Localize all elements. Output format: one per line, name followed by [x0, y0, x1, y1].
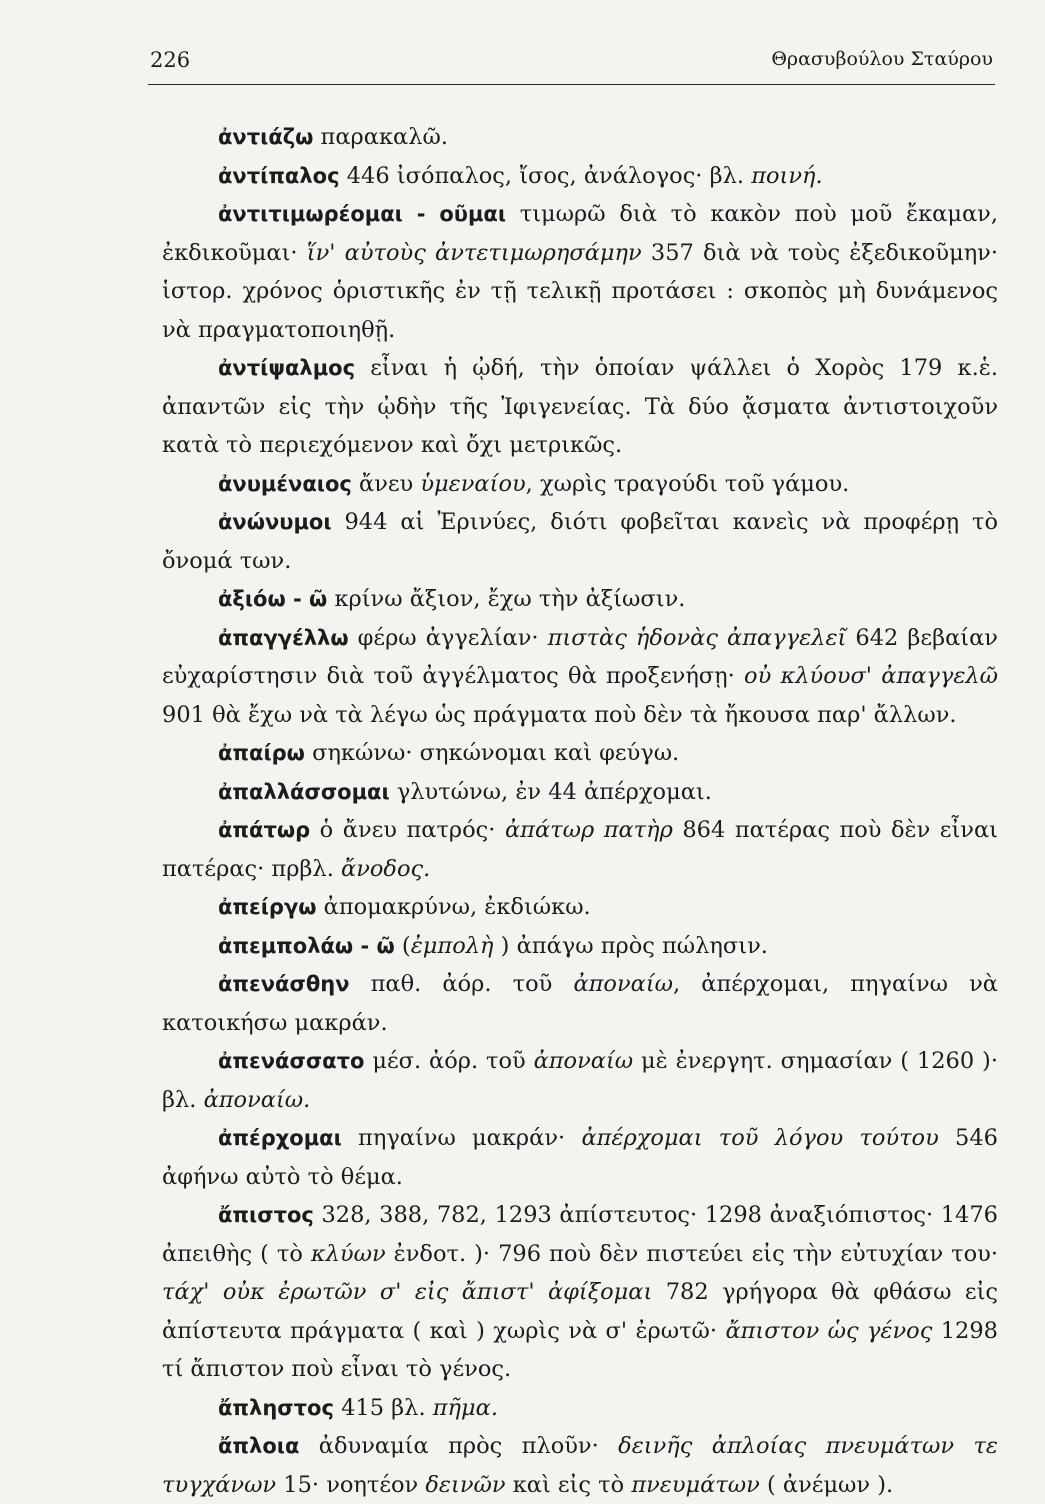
entry-definition: σηκώνω· σηκώνομαι καὶ φεύγω.: [304, 740, 680, 766]
entry-definition: ( ἀνέμων ).: [759, 1471, 894, 1498]
entry-definition: ἀδυναμία πρὸς πλοῦν·: [299, 1433, 619, 1459]
entry-definition: 944 αἱ Ἐρινύες, διότι φοβεῖται κανεὶς νὰ προφέρῃ τὸ ὄνομά των.: [162, 509, 998, 574]
entry-definition: 782 γρήγορα θὰ φθάσω εἰς ἀπίστευτα πράγματα ( καὶ ) χωρὶς νὰ σ' ἐρωτῶ·: [162, 1279, 998, 1344]
entry-citation: ἐμπολὴ: [410, 932, 494, 959]
entry-citation: ἄνοδος.: [341, 855, 431, 882]
entry-definition: καὶ εἰς τὸ: [505, 1471, 632, 1498]
entry-definition: 546 ἀφήνω αὐτὸ τὸ θέμα.: [162, 1125, 998, 1190]
running-head: Θρασυβούλου Σταύρου: [771, 48, 993, 70]
entry-citation: πῆμα.: [432, 1394, 498, 1421]
glossary-entry: [162, 619, 998, 735]
glossary-entry: [162, 1196, 998, 1389]
entry-definition: 642 βεβαίαν εὐχαρίστησιν διὰ τοῦ ἀγγέλματος θὰ προξενήσῃ·: [162, 624, 998, 689]
entry-definition: ) ἀπάγω πρὸς πώλησιν.: [493, 932, 768, 959]
entry-headword: ἀπεμπολάω - ῶ: [218, 933, 395, 958]
glossary-entry: [162, 734, 998, 773]
entry-definition: , χωρὶς τραγούδι τοῦ γάμου.: [525, 470, 850, 497]
entry-headword: ἄπλοια: [218, 1434, 300, 1458]
entry-definition: (: [394, 932, 411, 959]
entry-citation: ἀποναίω: [573, 971, 674, 997]
entry-definition: 864 πατέρας ποὺ δὲν εἶναι πατέρας· πρβλ.: [162, 817, 998, 882]
entry-definition: 415 βλ.: [333, 1394, 433, 1421]
entry-citation: δεινῶν: [425, 1471, 506, 1498]
entry-definition: ἄνευ: [351, 470, 421, 497]
entry-definition: 357 διὰ νὰ τοὺς ἐξεδικοῦμην· ἱστορ. χρόνος ὁριστικῆς ἐν τῇ τελικῇ προτάσει : σκοπὸς μὴ δυνάμενος νὰ πραγματοποιηθῇ.: [162, 239, 999, 343]
entry-citation: ἀπέρχομαι τοῦ λόγου τούτου: [581, 1125, 939, 1151]
entry-citation: ἀποναίω: [533, 1048, 634, 1074]
entry-definition: γλυτώνω, ἐν 44 ἀπέρχομαι.: [389, 778, 712, 805]
entry-headword: ἀπείργω: [218, 895, 317, 919]
entry-definition: παρακαλῶ.: [313, 124, 448, 150]
entry-definition: 1298 τί ἄπιστον ποὺ εἶναι τὸ γένος.: [162, 1317, 998, 1382]
entry-headword: ἀπέρχομαι: [218, 1126, 342, 1150]
entry-definition: 328, 388, 782, 1293 ἀπίστευτος· 1298 ἀναξιόπιστος· 1476 ἀπειθὴς ( τὸ: [162, 1202, 998, 1267]
entry-definition: μὲ ἐνεργητ. σημασίαν ( 1260 )· βλ.: [162, 1048, 998, 1113]
glossary-entry: [162, 773, 998, 812]
entry-citation: πιστὰς ἡδονὰς ἀπαγγελεῖ: [547, 624, 847, 651]
glossary-entry: [162, 888, 998, 927]
entry-citation: ἵν' αὐτοὺς ἀντετιμωρησάμην: [306, 239, 642, 266]
entry-citation: ἀποναίω.: [203, 1086, 311, 1113]
entry-citation: δεινῆς ἀπλοίας πνευμάτων τε τυγχάνων: [162, 1433, 999, 1498]
glossary-entry: [162, 195, 998, 349]
page-header: [148, 40, 995, 85]
entry-headword: ἀξιόω - ῶ: [218, 587, 328, 611]
entry-citation: ὑμεναίου: [420, 470, 526, 497]
entry-citation: τάχ' οὐκ ἐρωτῶν σ' εἰς ἄπιστ' ἀφίξομαι: [162, 1279, 653, 1305]
entry-citation: ποινή.: [751, 162, 823, 189]
entry-headword: ἀνώνυμοι: [218, 510, 332, 534]
glossary-entry: [162, 1042, 998, 1119]
entry-definition: τιμωρῶ διὰ τὸ κακὸν ποὺ μοῦ ἔκαμαν, ἐκδικοῦμαι·: [162, 201, 998, 266]
entry-definition: φέρω ἀγγελίαν·: [348, 624, 548, 651]
glossary-entry: [162, 465, 998, 504]
entry-headword: ἀντίψαλμος: [218, 356, 356, 380]
glossary-entry: [162, 118, 998, 157]
glossary-entry: [162, 157, 998, 196]
glossary-entry: [162, 1119, 998, 1196]
glossary-entry: [162, 1427, 998, 1504]
entry-citation: οὐ κλύουσ' ἀπαγγελῶ: [744, 663, 998, 689]
entry-definition: 446 ἰσόπαλος, ἴσος, ἀνάλογος· βλ.: [339, 162, 752, 189]
entry-headword: ἄπιστος: [218, 1203, 314, 1227]
entry-definition: ὁ ἄνευ πατρός·: [310, 817, 505, 843]
entry-definition: παθ. ἀόρ. τοῦ: [349, 971, 574, 997]
entry-headword: ἀντιτιμωρέομαι - οῦμαι: [218, 202, 507, 226]
entry-citation: ἄπιστον ὡς γένος: [725, 1317, 933, 1344]
entry-headword: ἀπαίρω: [218, 741, 305, 765]
entry-citation: ἀπάτωρ πατὴρ: [504, 817, 673, 843]
entry-definition: , ἀπέρχομαι, πηγαίνω νὰ κατοικήσω μακράν.: [162, 971, 998, 1036]
entry-definition: πηγαίνω μακράν·: [341, 1125, 582, 1151]
entry-headword: ἀντιάζω: [218, 125, 314, 149]
entry-definition: 901 θὰ ἔχω νὰ τὰ λέγω ὡς πράγματα ποὺ δὲν τὰ ἤκουσα παρ' ἄλλων.: [162, 701, 957, 728]
glossary-entry: [162, 965, 998, 1042]
entry-definition: εἶναι ἡ ᾠδή, τὴν ὁποίαν ψάλλει ὁ Χορὸς 179 κ.ἑ. ἀπαντῶν εἰς τὴν ᾠδὴν τῆς Ἰφιγενείας. Τὰ δύο ᾄσματα ἀντιστοιχοῦν κατὰ τὸ περιεχόμενον καὶ ὄχι μετρικῶς.: [162, 355, 998, 458]
entry-definition: ἀπομακρύνω, ἐκδιώκω.: [316, 894, 591, 920]
entry-definition: μέσ. ἀόρ. τοῦ: [364, 1048, 534, 1074]
glossary-entry: [162, 580, 998, 619]
entry-headword: ἀνυμέναιος: [218, 471, 352, 496]
entry-headword: ἀπενάσσατο: [218, 1049, 365, 1073]
glossary-entry: [162, 1389, 998, 1428]
entry-headword: ἀπάτωρ: [218, 818, 311, 842]
glossary-entry: [162, 349, 998, 465]
entry-headword: ἄπληστος: [218, 1395, 334, 1420]
glossary-entry: [162, 927, 998, 966]
entry-definition: ἐνδοτ. )· 796 ποὺ δὲν πιστεύει εἰς τὴν εὐτυχίαν του·: [385, 1240, 998, 1267]
entry-headword: ἀπαλλάσσομαι: [218, 779, 390, 804]
entry-headword: ἀπαγγέλλω: [218, 625, 349, 650]
glossary-entry: [162, 503, 998, 580]
entry-headword: ἀπενάσθην: [218, 972, 350, 996]
entry-citation: πνευμάτων: [631, 1471, 760, 1498]
entry-definition: κρίνω ἄξιον, ἔχω τὴν ἀξίωσιν.: [327, 586, 686, 612]
entry-headword: ἀντίπαλος: [218, 163, 340, 188]
glossary-body: [162, 118, 998, 1504]
page-number: 226: [150, 48, 191, 72]
entry-definition: 15· νοητέον: [276, 1471, 426, 1498]
glossary-entry: [162, 811, 998, 888]
entry-citation: κλύων: [310, 1240, 386, 1267]
